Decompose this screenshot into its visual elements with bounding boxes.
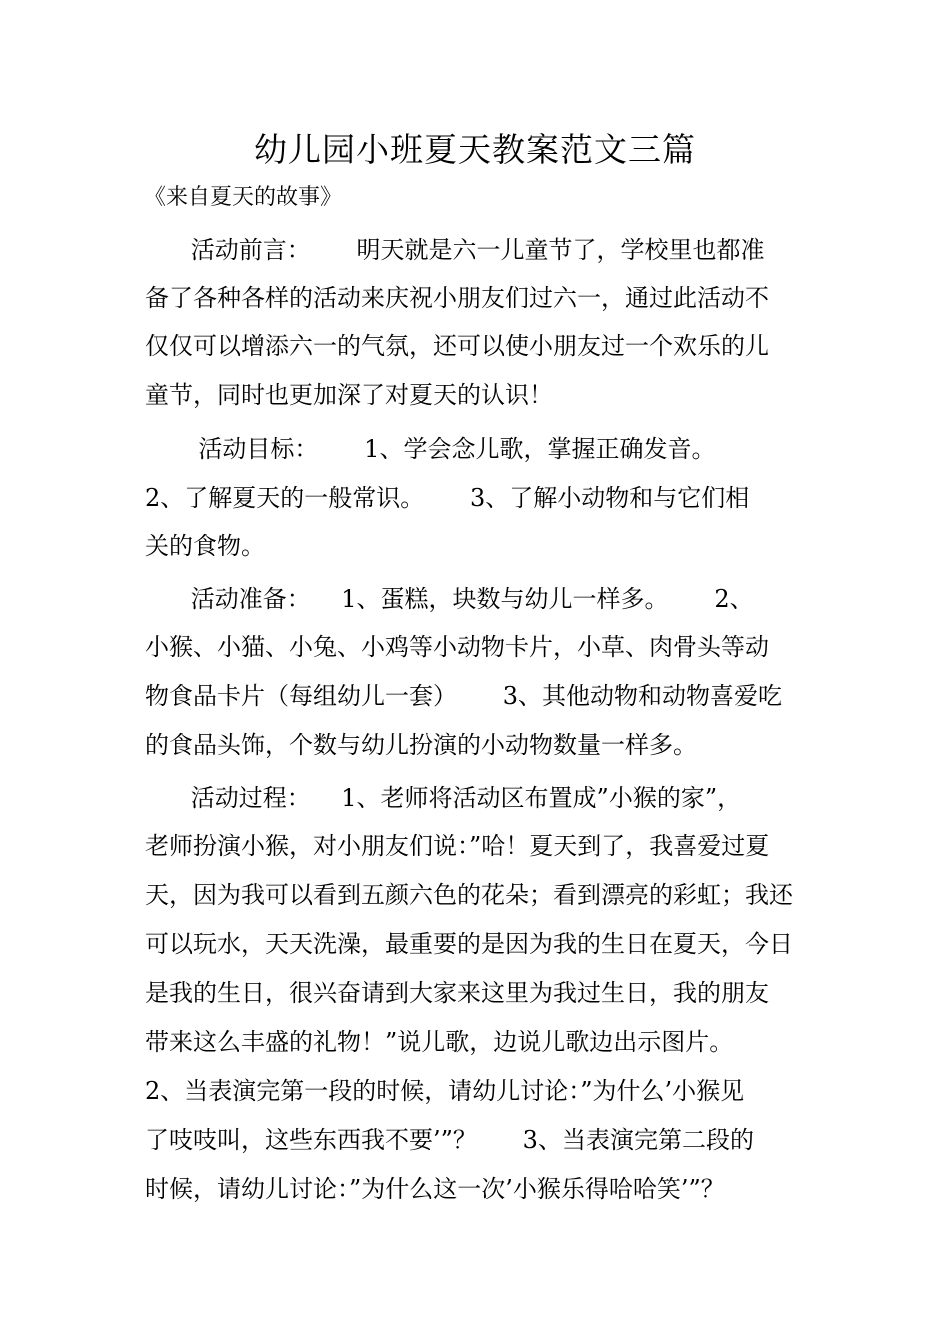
paragraph-line: 仅仅可以增添六一的气氛，还可以使小朋友过一个欢乐的儿 [145, 332, 769, 360]
paragraph-line: 了吱吱叫，这些东西我不要’”？ 3、当表演完第二段的 [145, 1126, 754, 1154]
paragraph-line: 2、当表演完第一段的时候，请幼儿讨论：”为什么’小猴见 [145, 1077, 745, 1105]
paragraph-line: 的食品头饰，个数与幼儿扮演的小动物数量一样多。 [145, 731, 697, 759]
paragraph-line: 是我的生日，很兴奋请到大家来这里为我过生日，我的朋友 [145, 979, 769, 1007]
paragraph-line: 活动准备： 1、蛋糕，块数与幼儿一样多。 2、 [145, 585, 754, 613]
paragraph-line: 关的食物。 [145, 532, 265, 560]
paragraph-line: 2、了解夏天的一般常识。 3、了解小动物和与它们相 [145, 484, 750, 512]
paragraph-line: 物食品卡片（每组幼儿一套） 3、其他动物和动物喜爱吃 [145, 682, 783, 710]
paragraph-line: 可以玩水，天天洗澡，最重要的是因为我的生日在夏天，今日 [145, 930, 793, 958]
paragraph-line: 备了各种各样的活动来庆祝小朋友们过六一，通过此活动不 [145, 284, 769, 312]
paragraph-line: 活动前言： 明天就是六一儿童节了，学校里也都准 [145, 236, 765, 264]
paragraph-line: 活动过程： 1、老师将活动区布置成”小猴的家”， [145, 784, 742, 812]
paragraph-line: 活动目标： 1、学会念儿歌，掌握正确发音。 [145, 435, 716, 463]
document-subtitle: 《来自夏天的故事》 [144, 185, 343, 210]
paragraph-line: 小猴、小猫、小兔、小鸡等小动物卡片，小草、肉骨头等动 [145, 633, 769, 661]
paragraph-line: 童节，同时也更加深了对夏天的认识！ [145, 381, 553, 409]
paragraph-line: 老师扮演小猴，对小朋友们说：”哈！夏天到了，我喜爱过夏 [145, 832, 770, 860]
paragraph-line: 时候，请幼儿讨论：”为什么这一次’小猴乐得哈哈笑’”？ [145, 1175, 725, 1203]
document-title: 幼儿园小班夏天教案范文三篇 [254, 130, 696, 169]
paragraph-line: 带来这么丰盛的礼物！”说儿歌，边说儿歌边出示图片。 [145, 1028, 734, 1056]
paragraph-line: 天，因为我可以看到五颜六色的花朵；看到漂亮的彩虹；我还 [145, 881, 793, 909]
